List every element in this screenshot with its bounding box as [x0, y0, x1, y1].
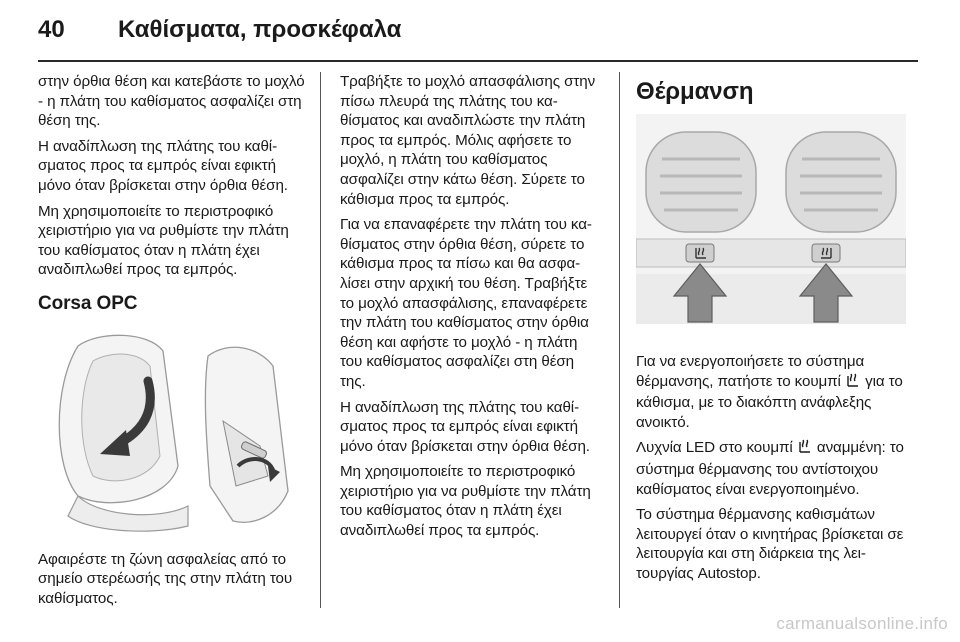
- page-header: [0, 0, 960, 64]
- seat-fold-illustration: [38, 326, 308, 536]
- seat-illustration: [38, 326, 308, 536]
- text-segment: Για να ενεργοποιήσετε το σύστημα θέρμανσης, πατήστε το κουμπί: [636, 353, 865, 390]
- paragraph: Τραβήξτε το μοχλό απασφάλισης στην πίσω πλευρά της πλάτης του καθίσματος και αναδιπλώστε την πλάτη προς τα εμπρός. Μόλις αφήσετε το μοχλό, η πλάτη του καθίσματος ασφαλίζει στην κάτω θέση. Σύρετε το κάθισμα προς τα εμπρός.: [340, 73, 596, 208]
- paragraph: Η αναδίπλωση της πλάτης του καθίσματος προς τα εμπρός είναι εφικτή μόνο όταν βρίσκεται στην όρθια θέση.: [38, 137, 288, 194]
- column-divider-2: [619, 72, 620, 608]
- section-heading-heating: Θέρμανση: [636, 78, 754, 105]
- paragraph: Μη χρησιμοποιείτε το περιστροφικό χειριστήριο για να ρυθμίστε την πλάτη του καθίσματος όταν η πλάτη έχει αναδιπλωθεί προς τα εμπρός.: [38, 202, 289, 279]
- paragraph: Το σύστημα θέρμανσης καθισμάτων λειτουργεί όταν ο κινητήρας βρίσκεται σε λειτουργία και στη διάρκεια της λειτουργίας Autostop.: [636, 506, 904, 582]
- column-1: [38, 72, 308, 614]
- page-title: Καθίσματα, προσκέφαλα: [118, 16, 402, 43]
- column-3: [636, 78, 906, 590]
- heating-controls-illustration: [636, 114, 906, 324]
- text-segment: αναμμένη: το σύστημα θέρμανσης του αντίστοιχου καθίσματος είναι ενεργοποιημένο.: [636, 439, 904, 498]
- paragraph: Αφαιρέστε τη ζώνη ασφαλείας από το σημείο στερέωσής της στην πλάτη του καθίσματος.: [38, 550, 293, 607]
- text-segment: Λυχνία LED στο κουμπί: [636, 439, 797, 457]
- header-rule: [38, 60, 918, 62]
- watermark: carmanualsonline.info: [776, 614, 948, 633]
- paragraph: Η αναδίπλωση της πλάτης του καθίσματος προς τα εμπρός είναι εφικτή μόνο όταν βρίσκεται στην όρθια θέση.: [340, 398, 590, 455]
- paragraph: [636, 352, 906, 432]
- text-segment: για το κάθισμα, με το διακόπτη ανάφλεξης ανοικτό.: [636, 372, 903, 431]
- paragraph: Μη χρησιμοποιείτε το περιστροφικό χειριστήριο για να ρυθμίστε την πλάτη του καθίσματος όταν η πλάτη έχει αναδιπλωθεί προς τα εμπρός.: [340, 463, 591, 540]
- seat-heating-icon: [797, 438, 813, 460]
- page-number: 40: [38, 16, 65, 43]
- seat-heating-icon: [845, 372, 861, 394]
- paragraph: στην όρθια θέση και κατεβάστε το μοχλό - η πλάτη του καθίσματος ασφαλίζει στη θέση της.: [38, 73, 305, 130]
- dashboard-heat-buttons: [636, 114, 906, 324]
- paragraph: [636, 438, 906, 499]
- paragraph: Για να επαναφέρετε την πλάτη του καθίσματος στην όρθια θέση, σύρετε το κάθισμα προς τα πίσω και θα ασφαλίσει στην αρχική του θέση. Τραβήξτε το μοχλό απασφάλισης, επαναφέρετε την πλάτη του καθίσματος στην όρθια θέση και αφήστε το μοχλό - η πλάτη του καθίσματος ασφαλίζει στη θέση της.: [340, 216, 592, 390]
- column-divider-1: [320, 72, 321, 608]
- column-2: [340, 72, 602, 547]
- subheading-corsa-opc: Corsa OPC: [38, 292, 138, 314]
